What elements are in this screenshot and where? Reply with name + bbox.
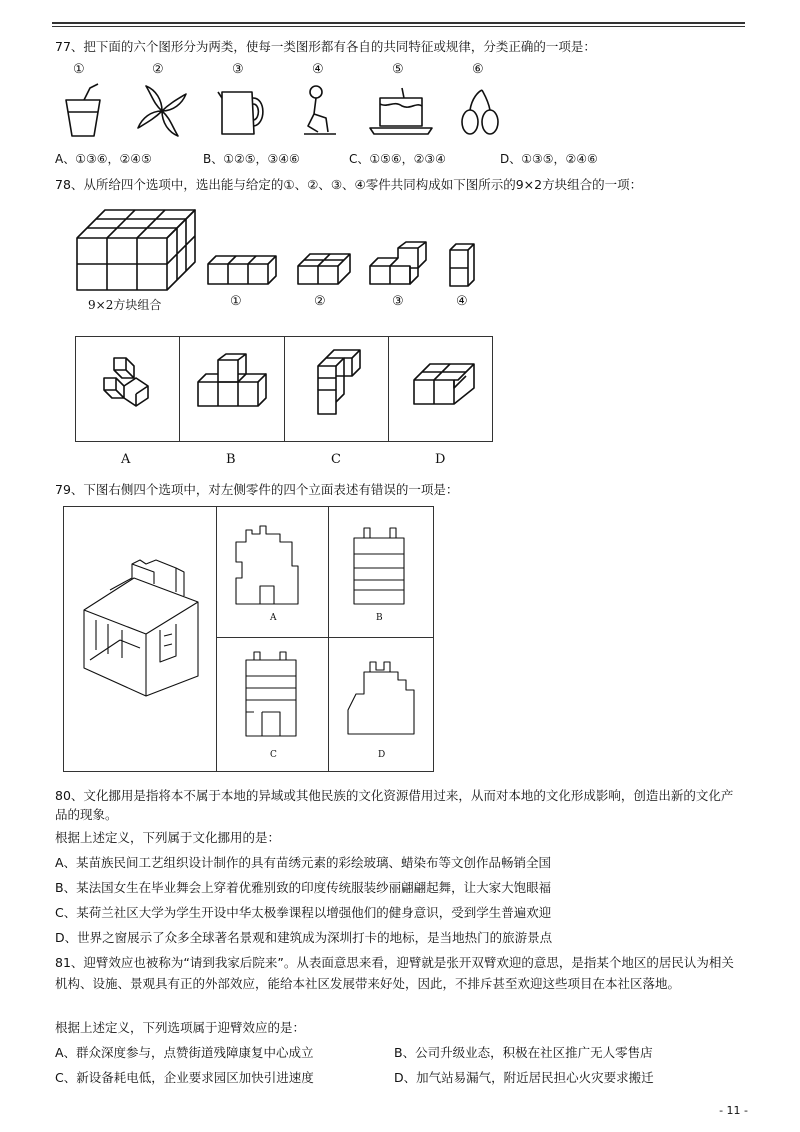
q77-option-a: A、①③⑥，②④⑤ [55,152,152,166]
q78-divider-3 [388,336,389,442]
q78-part-num-3: ③ [392,294,404,309]
q77-pinwheel-figure [134,82,190,140]
q77-fig-num-1: ① [73,62,85,77]
q77-fig-num-6: ⑥ [472,62,484,77]
q77-option-c: C、①⑤⑥，②③④ [349,152,446,166]
q77-option-b: B、①②⑤，③④⑥ [203,152,300,166]
q78-divider-1 [179,336,180,442]
q78-answer-label-a: A [121,452,131,467]
q80-definition: 80、文化挪用是指将本不属于本地的异域或其他民族的文化资源借用过来，从而对本地的文化形成影响，创造出新的文化产品的现象。 [55,788,734,822]
q81-option-c: C、新设备耗电低，企业要求园区加快引进速度 [55,1070,314,1085]
q77-cherries-figure [456,82,506,140]
q78-option-a-figure [96,356,156,412]
page-number: - 11 - [719,1104,748,1117]
q79-part-figure [80,550,210,700]
q78-part-num-1: ① [230,294,242,309]
q77-fig-num-5: ⑤ [392,62,404,77]
q78-combo-label: 9×2方块组合 [88,298,162,312]
q78-part-3-figure [368,240,432,288]
q78-part-num-4: ④ [456,294,468,309]
header-rule-thick [52,22,745,24]
q77-fig-num-4: ④ [312,62,324,77]
q78-question: 78、从所给四个选项中，选出能与给定的①、②、③、④零件共同构成如下图所示的9×2方块组合的一项： [55,177,643,192]
q80-option-a: A、某苗族民间工艺组织设计制作的具有苗绣元素的彩绘玻璃、蜡染布等文创作品畅销全国 [55,855,552,870]
q77-fig-num-3: ③ [232,62,244,77]
q78-part-4-figure [448,242,478,288]
q79-label-a: A [270,613,277,623]
q79-divider-v2 [328,506,329,772]
q78-divider-2 [284,336,285,442]
q79-view-b-figure [350,524,410,608]
q77-question: 77、把下面的六个图形分为两类，使每一类图形都有各自的共同特征或规律，分类正确的一项是： [55,39,596,54]
q81-definition: 81、迎臂效应也被称为“请到我家后院来”。从表面意思来看，迎臂就是张开双臂欢迎的意思，是指某个地区的居民认为相关机构、设施、景观具有正的外部效应，能给本社区发展带来好处，因此，不排斥甚至欢迎这些项目在本社区落地。 [55,955,734,991]
q79-divider-v1 [216,506,217,772]
q80-option-b: B、某法国女生在毕业舞会上穿着优雅别致的印度传统服装纱丽翩翩起舞，让大家大饱眼福 [55,880,552,895]
q77-kettle-figure [214,82,270,140]
q77-person-figure [300,82,344,140]
q78-answer-label-c: C [331,452,341,467]
header-rule-thin [52,26,745,27]
q81-prompt: 根据上述定义，下列选项属于迎臂效应的是： [55,1020,306,1035]
q78-part-2-figure [296,250,352,288]
q78-answer-label-d: D [435,452,446,467]
q78-option-c-figure [310,346,370,418]
q79-view-d-figure [340,654,424,740]
q79-view-c-figure [242,650,302,740]
q79-question: 79、下图右侧四个选项中，对左侧零件的四个立面表述有错误的一项是： [55,482,459,497]
q80-prompt: 根据上述定义，下列属于文化挪用的是： [55,830,281,845]
q81-option-d: D、加气站易漏气，附近居民担心火灾要求搬迁 [394,1070,654,1085]
q77-option-d: D、①③⑤，②④⑥ [500,152,598,166]
q79-label-c: C [270,750,277,760]
q80-option-d: D、世界之窗展示了众多全球著名景观和建筑成为深圳打卡的地标，是当地热门的旅游景点 [55,930,553,945]
q81-option-b: B、公司升级业态，积极在社区推广无人零售店 [394,1045,653,1060]
q78-part-num-2: ② [314,294,326,309]
q81-option-a: A、群众深度参与，点赞街道残障康复中心成立 [55,1045,314,1060]
q80-option-c: C、某荷兰社区大学为学生开设中华太极拳课程以增强他们的健身意识，受到学生普遍欢迎 [55,905,552,920]
q78-option-d-figure [410,360,480,410]
q79-label-b: B [376,613,383,623]
q78-option-b-figure [192,352,272,412]
q78-combo-figure [75,208,205,294]
q77-cake-figure [366,82,436,140]
q78-answer-label-b: B [226,452,236,467]
q78-part-1-figure [206,254,278,288]
q79-view-a-figure [232,524,304,608]
q77-cup-figure [58,82,108,140]
q79-label-d: D [378,750,386,760]
q79-divider-h [216,637,434,638]
q77-fig-num-2: ② [152,62,164,77]
